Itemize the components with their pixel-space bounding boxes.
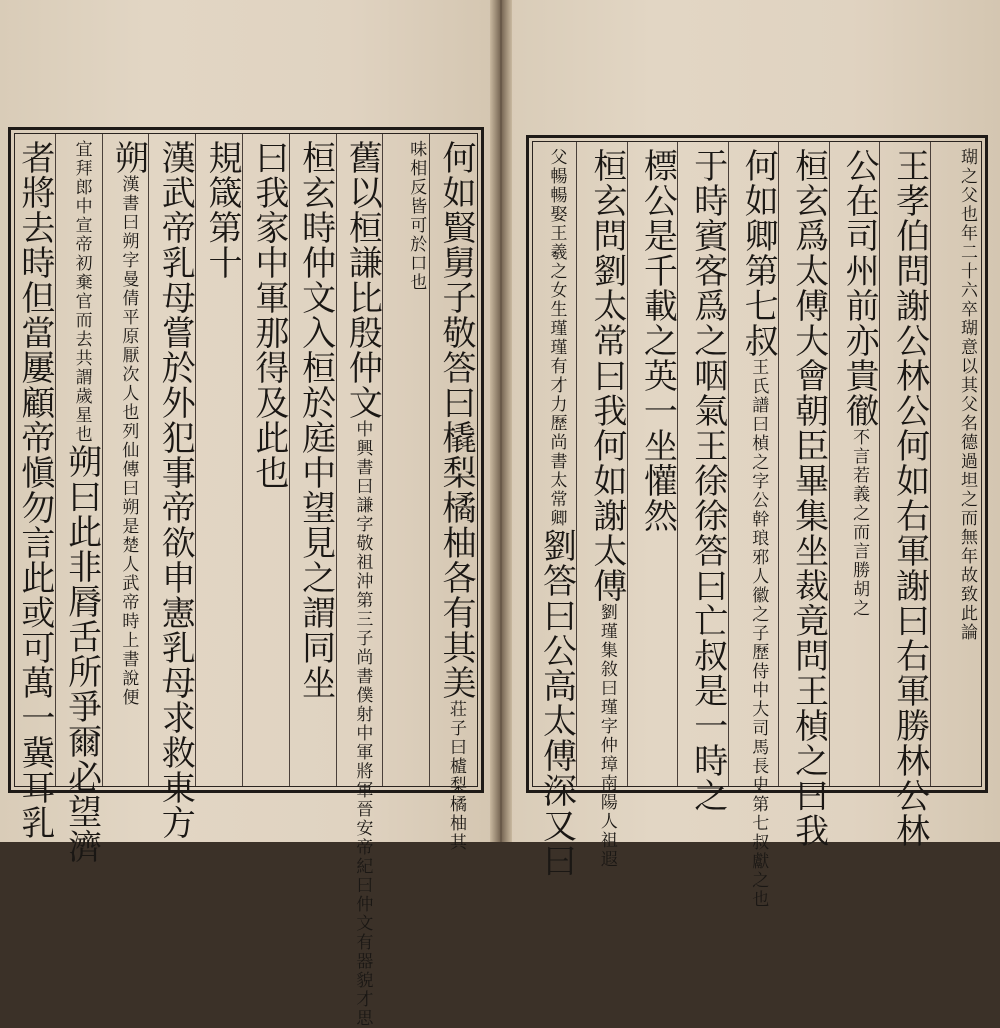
left-column-area bbox=[14, 133, 478, 1028]
text-column bbox=[933, 142, 977, 786]
column-rule bbox=[879, 142, 880, 786]
text-column bbox=[579, 142, 627, 869]
column-rule bbox=[336, 134, 337, 786]
left-page bbox=[0, 0, 496, 1028]
main-text: 朔曰此非脣舌所爭爾必望濟 bbox=[61, 444, 102, 864]
main-text: 劉答曰公高太傅深又曰 bbox=[536, 528, 577, 878]
text-column bbox=[58, 134, 102, 864]
column-rule bbox=[195, 134, 196, 786]
commentary-text: 瑚之父也年二十六卒瑚意以其父名德過坦之而無年故致此論 bbox=[957, 148, 977, 642]
text-column bbox=[882, 142, 930, 848]
column-rule bbox=[930, 142, 931, 786]
column-rule bbox=[627, 142, 628, 786]
text-column bbox=[245, 134, 289, 786]
column-rule bbox=[778, 142, 779, 786]
column-rule bbox=[728, 142, 729, 786]
main-text: 桓玄問劉太常曰我何如謝太傅 bbox=[586, 148, 627, 603]
column-rule bbox=[148, 134, 149, 786]
text-column bbox=[630, 142, 678, 786]
column-rule bbox=[102, 134, 103, 786]
commentary-text: 王氏譜曰楨之字公幹琅邪人徽之子歷侍中大司馬長史第七叔獻之也 bbox=[748, 358, 769, 909]
text-column bbox=[529, 142, 577, 878]
column-rule bbox=[677, 142, 678, 786]
text-column bbox=[385, 134, 426, 786]
main-text: 者將去時但當屢顧帝愼勿言此或可萬一冀耳乳 bbox=[14, 140, 55, 840]
main-text: 何如卿第七叔 bbox=[738, 148, 779, 358]
column-rule bbox=[242, 134, 243, 786]
main-text: 何如賢舅子敬答曰橇梨橘柚各有其美 bbox=[436, 140, 476, 700]
column-rule bbox=[55, 134, 56, 786]
text-column bbox=[781, 142, 829, 848]
commentary-text: 宜拜郎中宣帝初棄官而去共謂歲星也 bbox=[71, 140, 92, 444]
text-column bbox=[151, 134, 196, 840]
commentary-text: 漢書曰朔字曼倩平原厭次人也列仙傳曰朔是楚人武帝時上書說便 bbox=[118, 175, 139, 707]
column-rule bbox=[289, 134, 290, 786]
text-column bbox=[680, 142, 728, 813]
left-text-frame bbox=[8, 127, 484, 1028]
commentary-text: 荘子曰樝梨橘柚其 bbox=[446, 700, 466, 852]
commentary-text: 父暢暢娶王羲之女生瑾瑾有才力歷尚書太常卿 bbox=[546, 148, 567, 528]
main-text: 漢武帝乳母嘗於外犯事帝欲申憲乳母求救東方 bbox=[155, 140, 196, 840]
right-column-area bbox=[532, 141, 982, 909]
text-column bbox=[339, 134, 383, 1028]
main-text: 桓玄爲太傅大會朝臣畢集坐裁竟問王楨之曰我 bbox=[788, 148, 829, 848]
main-text: 舊以桓謙比殷仲文 bbox=[342, 140, 383, 420]
main-text: 朔 bbox=[108, 140, 149, 175]
commentary-text: 劉瑾集敘曰瑾字仲璋南陽人祖遐 bbox=[596, 603, 617, 869]
text-column bbox=[105, 134, 149, 786]
main-text: 規箴第十 bbox=[202, 140, 242, 280]
column-rule bbox=[576, 142, 577, 786]
commentary-text: 不言若義之而言勝胡之 bbox=[849, 428, 870, 618]
text-column bbox=[832, 142, 880, 786]
book-gutter bbox=[490, 0, 512, 842]
text-column bbox=[292, 134, 336, 786]
main-text: 曰我家中軍那得及此也 bbox=[248, 140, 289, 490]
commentary-text: 味相反皆可於口也 bbox=[406, 140, 427, 292]
commentary-text: 中興書曰謙字敬祖沖第三子尚書僕射中軍將軍晉安帝紀曰仲文有器貌才思 bbox=[352, 420, 373, 1028]
right-page bbox=[506, 0, 1000, 909]
main-text: 桓玄時仲文入桓於庭中望見之謂同坐 bbox=[295, 140, 336, 700]
text-column bbox=[11, 134, 55, 840]
main-text: 公在司州前亦貴徹 bbox=[839, 148, 880, 428]
text-column bbox=[432, 134, 476, 852]
main-text: 標公是千載之英一坐懽然 bbox=[637, 148, 678, 533]
column-rule bbox=[382, 134, 383, 786]
text-column bbox=[731, 142, 779, 909]
main-text: 于時賓客爲之咽氣王徐徐答曰亡叔是一時之 bbox=[687, 148, 728, 813]
main-text: 王孝伯問謝公林公何如右軍謝曰右軍勝林公林 bbox=[889, 148, 930, 848]
right-text-frame bbox=[526, 135, 988, 909]
text-column bbox=[198, 134, 242, 786]
column-rule bbox=[429, 134, 430, 786]
column-rule bbox=[829, 142, 830, 786]
